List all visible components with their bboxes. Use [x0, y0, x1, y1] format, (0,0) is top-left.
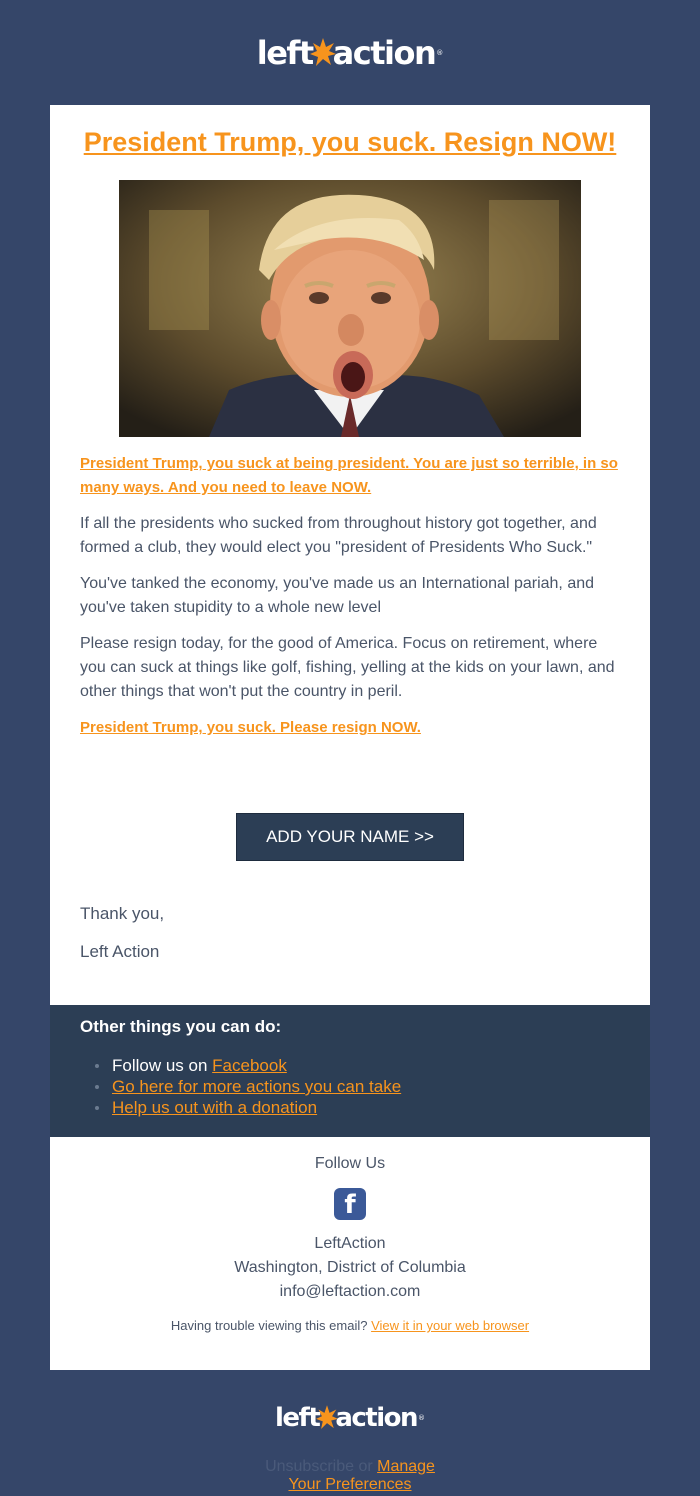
other-actions-panel: [50, 1005, 650, 1137]
signoff: [80, 902, 164, 978]
facebook-link[interactable]: Facebook: [212, 1056, 287, 1075]
closing-link[interactable]: President Trump, you suck. Please resign NOW.: [80, 719, 421, 736]
other-actions-list: [80, 1055, 620, 1118]
paragraph-1: If all the presidents who sucked from throughout history got together, and formed a club, they would elect you "president of Presidents Who Suck.": [80, 515, 597, 556]
leftaction-logo-small: left action ®: [275, 1403, 425, 1433]
footer-logo[interactable]: [0, 1396, 700, 1440]
org-location: Washington, District of Columbia: [234, 1259, 466, 1276]
unsubscribe-link[interactable]: Unsubscribe or: [265, 1458, 378, 1475]
paragraph-2: You've tanked the economy, you've made us an International pariah, and you've taken stupidity to a whole new level: [80, 575, 595, 616]
lead-link[interactable]: President Trump, you suck at being president. You are just so terrible, in so many ways. And you need to leave NOW.: [80, 455, 618, 496]
list-item-follow: Follow us on Facebook: [112, 1055, 620, 1076]
email-footer: [50, 1155, 650, 1333]
header-logo[interactable]: [0, 0, 700, 105]
manage-preferences-link-2[interactable]: Your Preferences: [288, 1476, 412, 1493]
headline-link[interactable]: President Trump, you suck. Resign NOW!: [83, 127, 617, 157]
other-actions-title: Other things you can do:: [80, 1017, 282, 1036]
email-body: [80, 452, 620, 752]
org-name: LeftAction: [314, 1235, 386, 1252]
list-item-donation: [112, 1097, 620, 1118]
thanks-text: Thank you,: [80, 904, 165, 923]
paragraph-3: Please resign today, for the good of America. Focus on retirement, where you can suck at things like golf, fishing, yelling at the kids on your lawn, and other things that won't put the country in peril.: [80, 635, 615, 700]
manage-preferences-link-1[interactable]: Manage: [377, 1458, 435, 1475]
more-actions-link[interactable]: Go here for more actions you can take: [112, 1077, 402, 1096]
unsubscribe-area: [0, 1458, 700, 1494]
add-your-name-button[interactable]: ADD YOUR NAME >>: [236, 813, 464, 861]
signature-text: Left Action: [80, 942, 160, 961]
portrait-illustration: [119, 180, 581, 437]
email-card: [50, 105, 650, 1370]
trump-photo: [119, 180, 581, 437]
facebook-icon[interactable]: f: [334, 1188, 366, 1220]
org-email[interactable]: info@leftaction.com: [279, 1283, 421, 1300]
donation-link[interactable]: Help us out with a donation: [112, 1098, 318, 1117]
list-item-more-actions: [112, 1076, 620, 1097]
trouble-viewing: Having trouble viewing this email? View it in your web browser: [170, 1318, 530, 1333]
view-in-browser-link[interactable]: View it in your web browser: [371, 1318, 530, 1333]
leftaction-logo: left action ®: [256, 33, 444, 72]
follow-us-label: Follow Us: [314, 1155, 386, 1172]
